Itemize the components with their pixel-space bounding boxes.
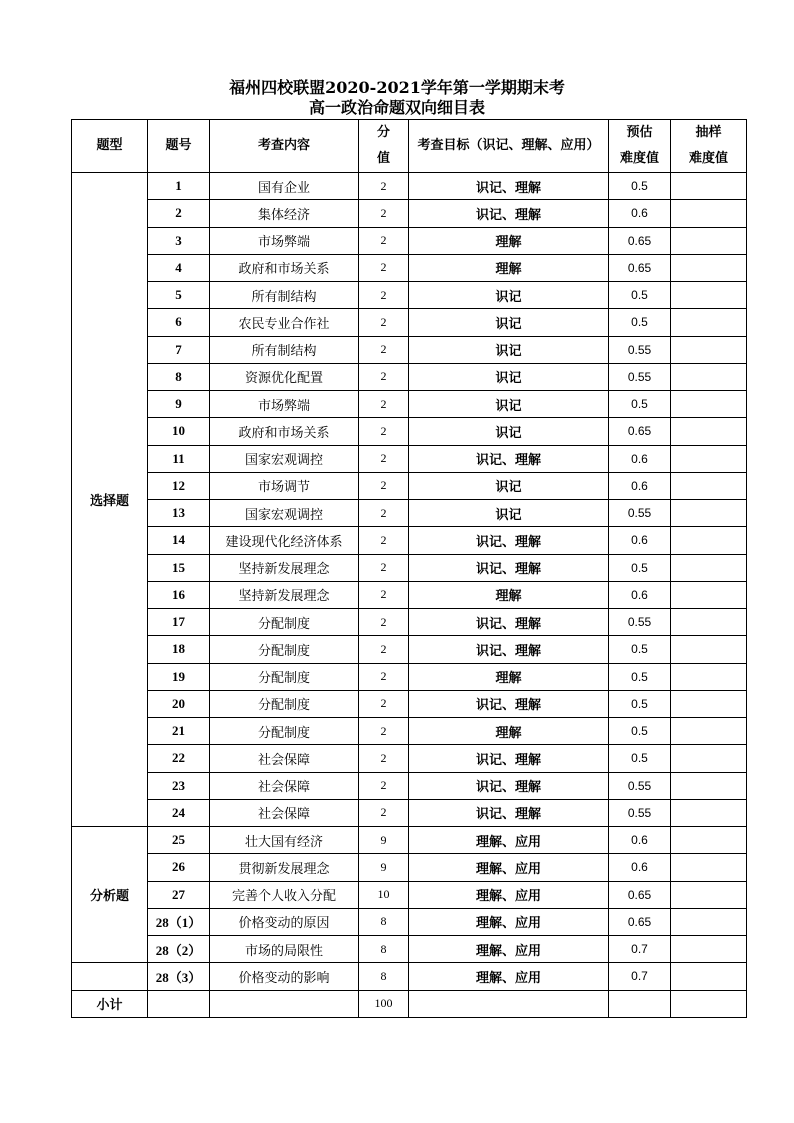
question-content: 社会保障 xyxy=(210,745,359,772)
question-content: 集体经济 xyxy=(210,200,359,227)
estimated-difficulty: 0.5 xyxy=(609,554,671,581)
question-goal: 识记、理解 xyxy=(409,200,609,227)
estimated-difficulty: 0.55 xyxy=(609,772,671,799)
estimated-difficulty: 0.5 xyxy=(609,718,671,745)
sample-difficulty xyxy=(671,173,747,200)
question-goal: 识记 xyxy=(409,391,609,418)
question-goal: 理解、应用 xyxy=(409,963,609,990)
question-content: 国有企业 xyxy=(210,173,359,200)
table-row xyxy=(72,391,747,418)
section-label-empty xyxy=(72,963,148,990)
question-goal: 识记、理解 xyxy=(409,636,609,663)
question-content: 所有制结构 xyxy=(210,336,359,363)
question-score: 2 xyxy=(359,554,409,581)
table-row xyxy=(72,745,747,772)
table-row xyxy=(72,663,747,690)
question-number: 5 xyxy=(148,282,210,309)
question-goal: 识记 xyxy=(409,282,609,309)
question-number: 17 xyxy=(148,609,210,636)
estimated-difficulty: 0.7 xyxy=(609,936,671,963)
question-goal: 理解、应用 xyxy=(409,827,609,854)
question-goal: 理解、应用 xyxy=(409,854,609,881)
question-number: 20 xyxy=(148,690,210,717)
sample-difficulty xyxy=(671,609,747,636)
question-number: 14 xyxy=(148,527,210,554)
question-goal: 识记、理解 xyxy=(409,690,609,717)
question-goal: 识记 xyxy=(409,309,609,336)
question-score: 2 xyxy=(359,254,409,281)
sample-difficulty xyxy=(671,254,747,281)
question-score: 2 xyxy=(359,309,409,336)
subtotal-label: 小计 xyxy=(72,990,148,1017)
question-goal: 理解 xyxy=(409,718,609,745)
sample-difficulty xyxy=(671,745,747,772)
question-number: 8 xyxy=(148,363,210,390)
question-goal: 识记、理解 xyxy=(409,799,609,826)
question-number: 9 xyxy=(148,391,210,418)
sample-difficulty xyxy=(671,690,747,717)
estimated-difficulty: 0.6 xyxy=(609,200,671,227)
sample-difficulty xyxy=(671,282,747,309)
question-goal: 识记 xyxy=(409,472,609,499)
question-number: 27 xyxy=(148,881,210,908)
estimated-difficulty: 0.65 xyxy=(609,418,671,445)
question-content: 市场的局限性 xyxy=(210,936,359,963)
sample-difficulty xyxy=(671,581,747,608)
table-row xyxy=(72,908,747,935)
header-score-bottom: 值 xyxy=(376,151,390,166)
question-content: 分配制度 xyxy=(210,609,359,636)
question-content: 市场弊端 xyxy=(210,227,359,254)
question-score: 2 xyxy=(359,718,409,745)
question-number: 4 xyxy=(148,254,210,281)
sample-difficulty xyxy=(671,527,747,554)
sample-difficulty xyxy=(671,418,747,445)
question-goal: 识记、理解 xyxy=(409,445,609,472)
estimated-difficulty: 0.6 xyxy=(609,854,671,881)
question-content: 建设现代化经济体系 xyxy=(210,527,359,554)
question-number: 19 xyxy=(148,663,210,690)
header-sample-bottom: 难度值 xyxy=(688,151,728,166)
question-number: 21 xyxy=(148,718,210,745)
sample-difficulty xyxy=(671,963,747,990)
sample-difficulty xyxy=(671,718,747,745)
question-number: 18 xyxy=(148,636,210,663)
table-row xyxy=(72,718,747,745)
question-content: 市场调节 xyxy=(210,472,359,499)
question-content: 分配制度 xyxy=(210,690,359,717)
subtotal-content xyxy=(210,990,359,1017)
question-score: 2 xyxy=(359,391,409,418)
question-goal: 识记、理解 xyxy=(409,554,609,581)
question-score: 2 xyxy=(359,500,409,527)
question-number: 7 xyxy=(148,336,210,363)
question-goal: 理解 xyxy=(409,663,609,690)
estimated-difficulty: 0.5 xyxy=(609,173,671,200)
sample-difficulty xyxy=(671,227,747,254)
estimated-difficulty: 0.55 xyxy=(609,363,671,390)
question-number: 26 xyxy=(148,854,210,881)
question-score: 2 xyxy=(359,445,409,472)
estimated-difficulty: 0.6 xyxy=(609,445,671,472)
question-score: 2 xyxy=(359,663,409,690)
estimated-difficulty: 0.6 xyxy=(609,827,671,854)
subtotal-estimated-difficulty xyxy=(609,990,671,1017)
question-number: 2 xyxy=(148,200,210,227)
question-content: 壮大国有经济 xyxy=(210,827,359,854)
sample-difficulty xyxy=(671,936,747,963)
sample-difficulty xyxy=(671,200,747,227)
question-score: 2 xyxy=(359,173,409,200)
question-number: 11 xyxy=(148,445,210,472)
sample-difficulty xyxy=(671,500,747,527)
table-row xyxy=(72,581,747,608)
sample-difficulty xyxy=(671,854,747,881)
question-goal: 理解 xyxy=(409,581,609,608)
sample-difficulty xyxy=(671,827,747,854)
table-row xyxy=(72,527,747,554)
question-goal: 识记 xyxy=(409,336,609,363)
question-score: 2 xyxy=(359,472,409,499)
sample-difficulty xyxy=(671,363,747,390)
question-score: 8 xyxy=(359,963,409,990)
subtotal-goal xyxy=(409,990,609,1017)
table-row xyxy=(72,363,747,390)
header-est-top: 预估 xyxy=(626,125,653,140)
estimated-difficulty: 0.65 xyxy=(609,254,671,281)
table-row xyxy=(72,336,747,363)
question-goal: 识记、理解 xyxy=(409,745,609,772)
question-content: 所有制结构 xyxy=(210,282,359,309)
question-number: 1 xyxy=(148,173,210,200)
estimated-difficulty: 0.7 xyxy=(609,963,671,990)
estimated-difficulty: 0.5 xyxy=(609,636,671,663)
question-score: 9 xyxy=(359,827,409,854)
question-content: 分配制度 xyxy=(210,636,359,663)
estimated-difficulty: 0.65 xyxy=(609,908,671,935)
header-goal: 考查目标（识记、理解、应用） xyxy=(409,120,609,173)
question-goal: 理解、应用 xyxy=(409,936,609,963)
estimated-difficulty: 0.5 xyxy=(609,690,671,717)
subtotal-score: 100 xyxy=(359,990,409,1017)
sample-difficulty xyxy=(671,309,747,336)
question-score: 2 xyxy=(359,799,409,826)
estimated-difficulty: 0.6 xyxy=(609,581,671,608)
question-content: 社会保障 xyxy=(210,772,359,799)
table-row xyxy=(72,963,747,990)
estimated-difficulty: 0.5 xyxy=(609,745,671,772)
question-goal: 识记、理解 xyxy=(409,609,609,636)
question-score: 2 xyxy=(359,336,409,363)
estimated-difficulty: 0.5 xyxy=(609,309,671,336)
header-row xyxy=(72,120,747,173)
question-score: 8 xyxy=(359,936,409,963)
question-score: 2 xyxy=(359,418,409,445)
sample-difficulty xyxy=(671,663,747,690)
sample-difficulty xyxy=(671,445,747,472)
question-goal: 理解 xyxy=(409,227,609,254)
table-row xyxy=(72,690,747,717)
question-number: 22 xyxy=(148,745,210,772)
question-score: 2 xyxy=(359,227,409,254)
table-row xyxy=(72,227,747,254)
question-goal: 识记、理解 xyxy=(409,527,609,554)
section-label-analysis: 分析题 xyxy=(72,827,148,963)
sample-difficulty xyxy=(671,391,747,418)
header-estimated-difficulty xyxy=(609,120,671,173)
question-score: 2 xyxy=(359,282,409,309)
table-row xyxy=(72,554,747,581)
question-goal: 理解 xyxy=(409,254,609,281)
table-row xyxy=(72,445,747,472)
question-number: 25 xyxy=(148,827,210,854)
estimated-difficulty: 0.55 xyxy=(609,799,671,826)
subtotal-number xyxy=(148,990,210,1017)
table-row xyxy=(72,609,747,636)
estimated-difficulty: 0.55 xyxy=(609,336,671,363)
estimated-difficulty: 0.65 xyxy=(609,881,671,908)
estimated-difficulty: 0.55 xyxy=(609,500,671,527)
question-content: 国家宏观调控 xyxy=(210,500,359,527)
question-score: 2 xyxy=(359,581,409,608)
header-type: 题型 xyxy=(72,120,148,173)
estimated-difficulty: 0.5 xyxy=(609,282,671,309)
question-goal: 识记 xyxy=(409,418,609,445)
subtotal-sample-difficulty xyxy=(671,990,747,1017)
section-label-choice: 选择题 xyxy=(72,173,148,827)
question-score: 2 xyxy=(359,690,409,717)
estimated-difficulty: 0.65 xyxy=(609,227,671,254)
table-row xyxy=(72,827,747,854)
table-row xyxy=(72,418,747,445)
header-est-bottom: 难度值 xyxy=(619,151,659,166)
question-content: 分配制度 xyxy=(210,663,359,690)
question-number: 3 xyxy=(148,227,210,254)
question-number: 12 xyxy=(148,472,210,499)
table-row xyxy=(72,881,747,908)
spec-table xyxy=(71,119,747,1018)
header-sample-difficulty xyxy=(671,120,747,173)
sample-difficulty xyxy=(671,472,747,499)
table-row xyxy=(72,772,747,799)
question-score: 2 xyxy=(359,745,409,772)
question-number: 28（1） xyxy=(148,908,210,935)
question-content: 贯彻新发展理念 xyxy=(210,854,359,881)
question-number: 28（2） xyxy=(148,936,210,963)
table-row xyxy=(72,254,747,281)
table-row xyxy=(72,309,747,336)
question-goal: 识记 xyxy=(409,363,609,390)
question-score: 10 xyxy=(359,881,409,908)
estimated-difficulty: 0.5 xyxy=(609,663,671,690)
question-number: 6 xyxy=(148,309,210,336)
estimated-difficulty: 0.6 xyxy=(609,527,671,554)
question-score: 2 xyxy=(359,609,409,636)
sample-difficulty xyxy=(671,554,747,581)
question-content: 价格变动的影响 xyxy=(210,963,359,990)
sample-difficulty xyxy=(671,336,747,363)
sample-difficulty xyxy=(671,908,747,935)
question-score: 2 xyxy=(359,363,409,390)
question-content: 社会保障 xyxy=(210,799,359,826)
question-goal: 识记、理解 xyxy=(409,772,609,799)
question-score: 8 xyxy=(359,908,409,935)
question-goal: 识记、理解 xyxy=(409,173,609,200)
sample-difficulty xyxy=(671,772,747,799)
question-content: 完善个人收入分配 xyxy=(210,881,359,908)
question-number: 23 xyxy=(148,772,210,799)
question-score: 2 xyxy=(359,772,409,799)
header-content: 考查内容 xyxy=(210,120,359,173)
estimated-difficulty: 0.55 xyxy=(609,609,671,636)
question-number: 28（3） xyxy=(148,963,210,990)
header-score-top: 分 xyxy=(376,125,390,140)
table-row xyxy=(72,799,747,826)
question-number: 15 xyxy=(148,554,210,581)
table-row xyxy=(72,173,747,200)
question-content: 农民专业合作社 xyxy=(210,309,359,336)
table-row xyxy=(72,200,747,227)
table-row xyxy=(72,936,747,963)
question-goal: 理解、应用 xyxy=(409,908,609,935)
question-number: 16 xyxy=(148,581,210,608)
question-content: 国家宏观调控 xyxy=(210,445,359,472)
question-content: 坚持新发展理念 xyxy=(210,554,359,581)
question-score: 2 xyxy=(359,200,409,227)
sample-difficulty xyxy=(671,799,747,826)
header-number: 题号 xyxy=(148,120,210,173)
table-row xyxy=(72,636,747,663)
question-goal: 理解、应用 xyxy=(409,881,609,908)
question-content: 资源优化配置 xyxy=(210,363,359,390)
question-score: 2 xyxy=(359,527,409,554)
question-number: 24 xyxy=(148,799,210,826)
question-number: 13 xyxy=(148,500,210,527)
question-content: 价格变动的原因 xyxy=(210,908,359,935)
header-score xyxy=(359,120,409,173)
sample-difficulty xyxy=(671,636,747,663)
table-row xyxy=(72,854,747,881)
question-content: 分配制度 xyxy=(210,718,359,745)
estimated-difficulty: 0.6 xyxy=(609,472,671,499)
question-number: 10 xyxy=(148,418,210,445)
table-row xyxy=(72,282,747,309)
subtotal-row xyxy=(72,990,747,1017)
question-score: 2 xyxy=(359,636,409,663)
document-subtitle: 高一政治命题双向细目表 xyxy=(308,98,485,117)
question-score: 9 xyxy=(359,854,409,881)
question-content: 市场弊端 xyxy=(210,391,359,418)
document-title: 福州四校联盟2020-2021学年第一学期期末考 xyxy=(229,78,565,97)
header-sample-top: 抽样 xyxy=(695,125,722,140)
estimated-difficulty: 0.5 xyxy=(609,391,671,418)
table-row xyxy=(72,472,747,499)
question-content: 坚持新发展理念 xyxy=(210,581,359,608)
question-content: 政府和市场关系 xyxy=(210,418,359,445)
question-content: 政府和市场关系 xyxy=(210,254,359,281)
sample-difficulty xyxy=(671,881,747,908)
question-goal: 识记 xyxy=(409,500,609,527)
table-row xyxy=(72,500,747,527)
